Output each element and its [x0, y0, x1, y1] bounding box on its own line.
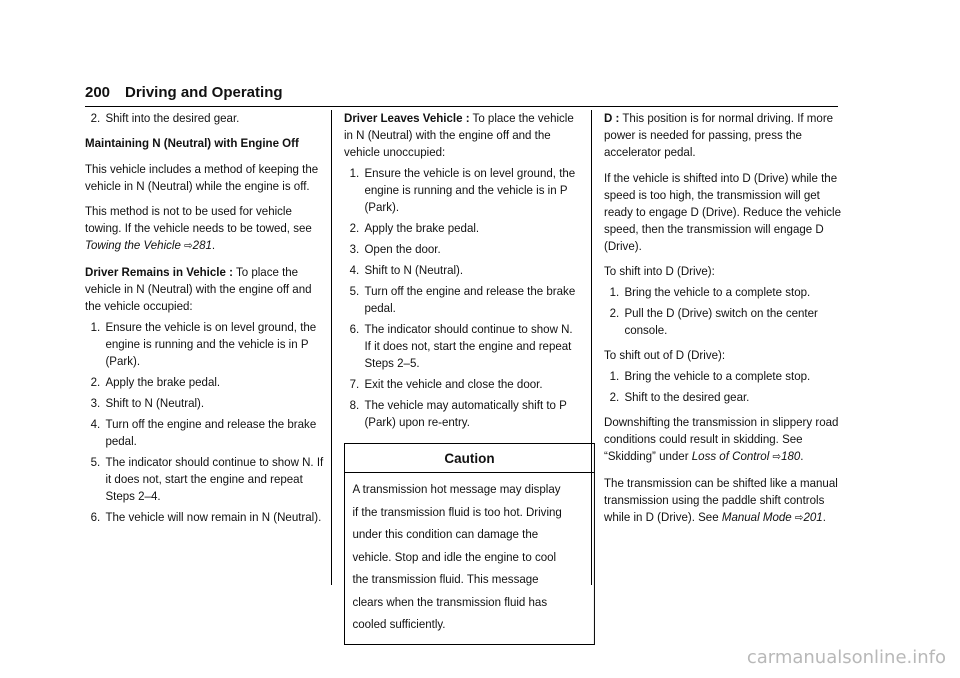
step-text: Apply the brake pedal. [364, 221, 480, 235]
page-reference-arrow-icon: ⇨ [184, 240, 193, 252]
step-text: Shift to N (Neutral). [364, 263, 464, 277]
list-item [604, 284, 842, 301]
column-left [85, 110, 329, 534]
page-reference[interactable]: 201 [803, 509, 823, 524]
step-text: The vehicle will now remain in N (Neutral). [105, 509, 322, 524]
paragraph: If the vehicle is shifted into D (Drive) while the speed is too high, the transmission will get ready to engage D (Drive). Reduce the vehicle speed, then the transmission will engage D (Drive). [604, 170, 842, 253]
step-text: The indicator should continue to show N. If it does not, start the engine and repeat Steps 2–4. [105, 454, 324, 503]
page-number: 200 [85, 84, 111, 101]
paragraph-text: This method is not to be used for vehicle towing. If the vehicle needs to be towed, see [85, 204, 312, 235]
step-number: 3. [349, 242, 360, 256]
step-text: Shift into the desired gear. [105, 111, 240, 125]
column-divider [331, 110, 332, 585]
step-text: Pull the D (Drive) switch on the center console. [624, 306, 818, 337]
step-number: 1. [609, 285, 620, 299]
step-text: The indicator should continue to show N. If it does not, start the engine and repeat Steps 2–5. [364, 322, 573, 370]
cross-reference-link[interactable]: Loss of Control [691, 449, 770, 463]
paragraph [344, 110, 582, 161]
caution-text: A transmission hot message may display if the transmission fluid is too hot. Driving under this condition can damage the vehicle. Stop and idle the engine to cool the transmission fluid. This message clears when the transmission fluid has cooled sufficiently. [352, 482, 562, 631]
paragraph-text: To place the vehicle in N (Neutral) with the engine off and the vehicle occupied: [85, 264, 312, 313]
subsection-heading: Maintaining N (Neutral) with Engine Off [85, 136, 299, 150]
list-item [604, 368, 842, 385]
list-item [85, 110, 329, 127]
list-item [85, 319, 329, 370]
page-reference-arrow-icon: ⇨ [794, 511, 804, 524]
step-number: 2. [90, 111, 101, 125]
caution-title: Caution [345, 444, 594, 473]
list-item [344, 283, 582, 317]
step-text: Turn off the engine and release the brake pedal. [364, 284, 576, 315]
punctuation: . [211, 238, 216, 252]
paragraph-text: This position is for normal driving. If more power is needed for passing, press the accelerator pedal. [604, 111, 834, 159]
paragraph: This vehicle includes a method of keeping the vehicle in N (Neutral) while the engine is off. [85, 161, 319, 193]
step-number: 3. [90, 395, 101, 410]
step-text: Bring the vehicle to a complete stop. [624, 369, 811, 383]
step-text: The vehicle may automatically shift to P (Park) upon re-entry. [364, 398, 567, 429]
punctuation: . [822, 509, 826, 524]
step-number: 4. [90, 416, 101, 431]
step-number: 2. [609, 390, 620, 404]
paragraph-text: To place the vehicle in N (Neutral) with the engine off and the vehicle unoccupied: [344, 111, 574, 159]
list-item [85, 395, 329, 412]
column-middle [344, 110, 582, 645]
step-number: 2. [349, 221, 360, 235]
step-number: 1. [349, 166, 360, 180]
step-text: Bring the vehicle to a complete stop. [624, 285, 811, 299]
page-reference[interactable]: 281 [192, 238, 212, 252]
list-heading: To shift out of D (Drive): [604, 348, 726, 362]
paragraph [604, 110, 842, 161]
list-item [344, 321, 582, 372]
page-reference[interactable]: 180 [781, 449, 801, 463]
list-heading: To shift into D (Drive): [604, 264, 715, 278]
step-number: 6. [349, 322, 360, 336]
list-item [344, 241, 582, 258]
paragraph [604, 414, 842, 466]
section-title: Driving and Operating [125, 84, 283, 101]
page-reference-arrow-icon: ⇨ [772, 451, 782, 463]
punctuation: . [800, 449, 804, 463]
list-item [604, 389, 842, 406]
list-item [604, 305, 842, 339]
step-text: Turn off the engine and release the brake pedal. [105, 416, 317, 448]
caution-box [344, 443, 595, 645]
step-text: Ensure the vehicle is on level ground, the engine is running and the vehicle is in P (Park). [105, 319, 317, 368]
cross-reference-link[interactable]: Towing the Vehicle [85, 238, 181, 252]
step-text: Exit the vehicle and close the door. [364, 377, 543, 391]
step-list [85, 319, 329, 526]
paragraph [85, 203, 329, 255]
step-number: 5. [90, 454, 101, 469]
paragraph-text: The transmission can be shifted like a manual transmission using the paddle shift controls while in D (Drive). See [604, 475, 838, 524]
step-number: 7. [349, 377, 360, 391]
step-text: Shift to N (Neutral). [105, 395, 205, 410]
list-item [85, 416, 329, 450]
step-text: Open the door. [364, 242, 441, 256]
step-number: 1. [90, 319, 101, 334]
step-text: Ensure the vehicle is on level ground, the engine is running and the vehicle is in P (Park). [364, 166, 576, 214]
cross-reference-link[interactable]: Manual Mode [721, 509, 792, 524]
step-number: 2. [90, 374, 101, 389]
paragraph [85, 264, 329, 315]
list-item [344, 165, 582, 216]
list-item [85, 374, 329, 391]
step-list [604, 284, 842, 339]
list-item [344, 262, 582, 279]
step-number: 1. [609, 369, 620, 383]
paragraph-text: Downshifting the transmission in slippery road conditions could result in skidding. See “Skidding” under [604, 415, 839, 463]
list-item [344, 397, 582, 431]
list-item [85, 454, 329, 505]
list-item [85, 509, 329, 526]
paragraph [604, 475, 842, 527]
step-number: 5. [349, 284, 360, 298]
column-right [604, 110, 842, 535]
step-number: 6. [90, 509, 101, 524]
run-in-heading: Driver Leaves Vehicle : [344, 111, 470, 125]
run-in-heading: D : [604, 111, 620, 125]
step-text: Apply the brake pedal. [105, 374, 221, 389]
step-text: Shift to the desired gear. [624, 390, 750, 404]
step-list [604, 368, 842, 406]
step-number: 2. [609, 306, 620, 320]
run-in-heading: Driver Remains in Vehicle : [85, 264, 233, 279]
list-item [344, 376, 582, 393]
step-number: 4. [349, 263, 360, 277]
step-list [344, 165, 582, 431]
page-header [85, 84, 838, 107]
watermark: carmanualsonline.info [746, 647, 946, 668]
step-number: 8. [349, 398, 360, 412]
list-item [344, 220, 582, 237]
